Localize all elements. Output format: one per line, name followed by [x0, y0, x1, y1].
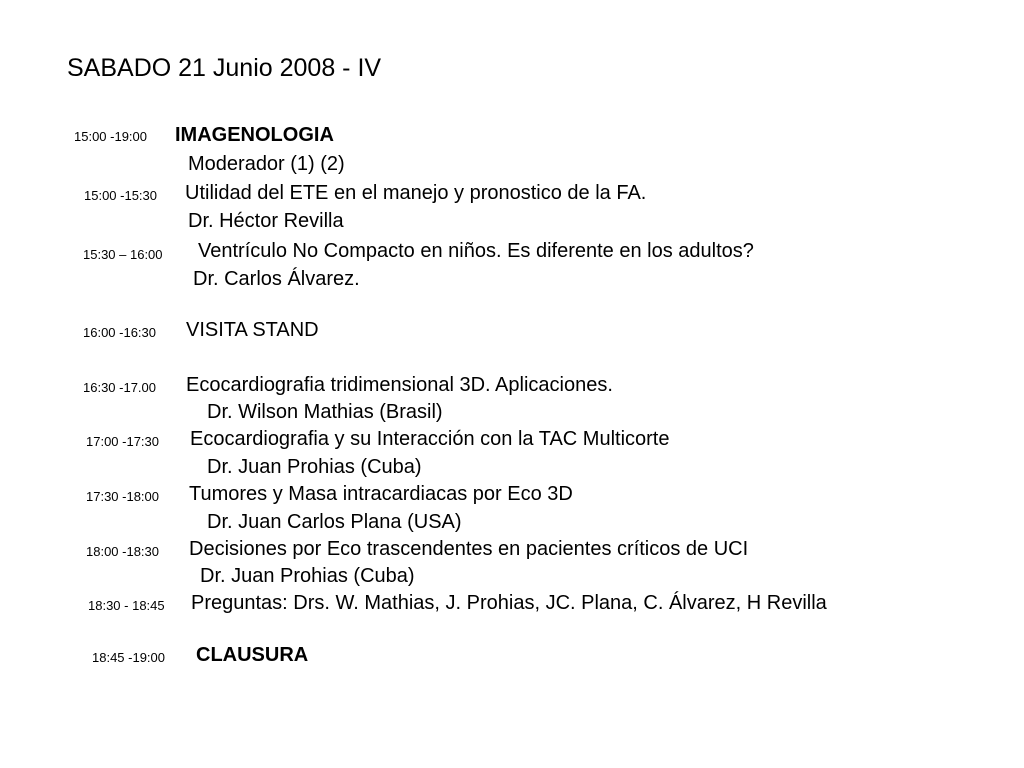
agenda-item-speaker: Dr. Wilson Mathias (Brasil) [207, 401, 443, 423]
agenda-item-title: Utilidad del ETE en el manejo y pronostico de la FA. [185, 182, 647, 204]
agenda-item-title: Ventrículo No Compacto en niños. Es diferente en los adultos? [198, 240, 754, 262]
session-moderator: Moderador (1) (2) [188, 153, 345, 175]
agenda-item-title: VISITA STAND [186, 319, 319, 341]
agenda-item-time: 15:00 -15:30 [84, 188, 158, 203]
agenda-item-time: 18:00 -18:30 [86, 544, 160, 559]
agenda-item-speaker: Dr. Héctor Revilla [188, 210, 344, 232]
agenda-item-speaker: Dr. Juan Prohias (Cuba) [207, 456, 422, 478]
agenda-item-title: Ecocardiografia y su Interacción con la TAC Multicorte [190, 428, 670, 450]
page-title: SABADO 21 Junio 2008 - IV [67, 54, 382, 82]
agenda-item-time: 16:30 -17.00 [83, 380, 157, 395]
agenda-item-title: Ecocardiografia tridimensional 3D. Aplicaciones. [186, 374, 613, 396]
agenda-item-title: Decisiones por Eco trascendentes en pacientes críticos de UCI [189, 538, 749, 560]
agenda-item-title: CLAUSURA [196, 644, 309, 666]
agenda-item-speaker: Dr. Juan Prohias (Cuba) [200, 565, 415, 587]
agenda-item-title: Preguntas: Drs. W. Mathias, J. Prohias, JC. Plana, C. Álvarez, H Revilla [191, 592, 827, 614]
agenda-item-time: 17:00 -17:30 [86, 434, 160, 449]
agenda-item-title: Tumores y Masa intracardiacas por Eco 3D [189, 483, 573, 505]
agenda-item-time: 18:45 -19:00 [92, 650, 166, 665]
agenda-item-time: 18:30 - 18:45 [88, 598, 165, 613]
agenda-item-speaker: Dr. Carlos Álvarez. [193, 268, 360, 290]
agenda-item-time: 16:00 -16:30 [83, 325, 157, 340]
session-time: 15:00 -19:00 [74, 129, 148, 144]
agenda-item-time: 15:30 – 16:00 [83, 247, 163, 262]
agenda-item-time: 17:30 -18:00 [86, 489, 160, 504]
agenda-item-speaker: Dr. Juan Carlos Plana (USA) [207, 511, 462, 533]
session-name: IMAGENOLOGIA [175, 124, 334, 146]
